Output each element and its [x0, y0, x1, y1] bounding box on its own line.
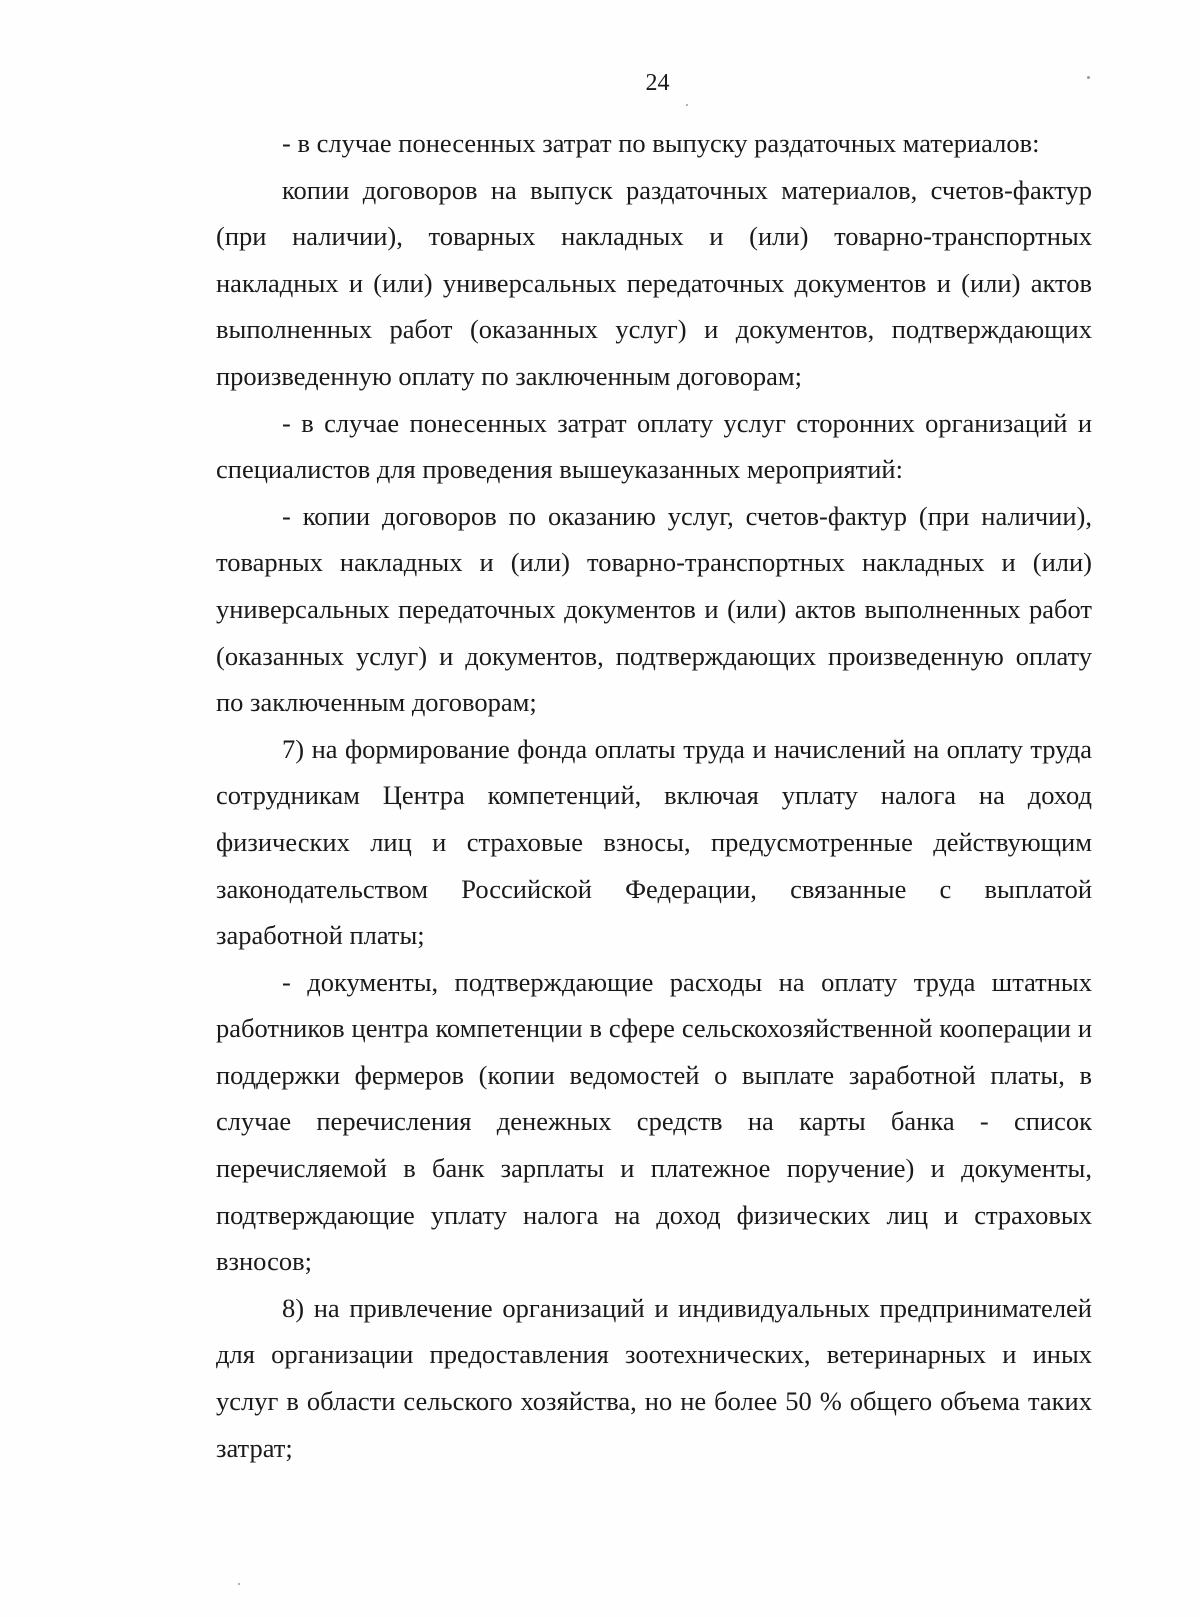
scan-speck — [686, 104, 688, 106]
document-body — [216, 120, 1092, 1471]
page-number: 24 — [645, 70, 670, 96]
paragraph-handouts-documents: копии договоров на выпуск раздаточных материалов, счетов-фактур (при наличии), товарных накладных и (или) товарно-транспортных накладных и (или) универсальных передаточных документов и (или) актов выполненных работ (оказанных услуг) и документов, подтверждающих произведенную оплату по заключенным договорам; — [216, 174, 1092, 391]
paragraph-payroll-documents: - документы, подтверждающие расходы на оплату труда штатных работников центра компетенции в сфере сельскохозяйственной кооперации и поддержки фермеров (копии ведомостей о выплате заработной платы, в случае перечисления денежных средств на карты банка - список перечисляемой в банк зарплаты и платежное поручение) и документы, подтверждающие уплату налога на доход физических лиц и страховых взносов; — [216, 966, 1092, 1277]
paragraph-third-party-services-case: - в случае понесенных затрат оплату услуг сторонних организаций и специалистов для проведения вышеуказанных мероприятий: — [216, 407, 1092, 485]
paragraph-item-7-payroll: 7) на формирование фонда оплаты труда и начислений на оплату труда сотрудникам Центра компетенций, включая уплату налога на доход физических лиц и страховые взносы, предусмотренные действующим законодательством Российской Федерации, связанные с выплатой заработной платы; — [216, 733, 1092, 951]
scan-speck — [238, 1583, 240, 1585]
paragraph-third-party-services-documents: - копии договоров по оказанию услуг, счетов-фактур (при наличии), товарных накладных и (или) товарно-транспортных накладных и (или) универсальных передаточных документов и (или) актов выполненных работ (оказанных услуг) и документов, подтверждающих произведенную оплату по заключенным договорам; — [216, 500, 1092, 718]
paragraph-handouts-case: - в случае понесенных затрат по выпуску раздаточных материалов: — [282, 128, 1040, 158]
paragraph-item-8-services: 8) на привлечение организаций и индивидуальных предпринимателей для организации предоставления зоотехнических, ветеринарных и иных услуг в области сельского хозяйства, но не более 50 % общего объема таких затрат; — [216, 1292, 1092, 1463]
scan-speck — [1087, 76, 1090, 79]
